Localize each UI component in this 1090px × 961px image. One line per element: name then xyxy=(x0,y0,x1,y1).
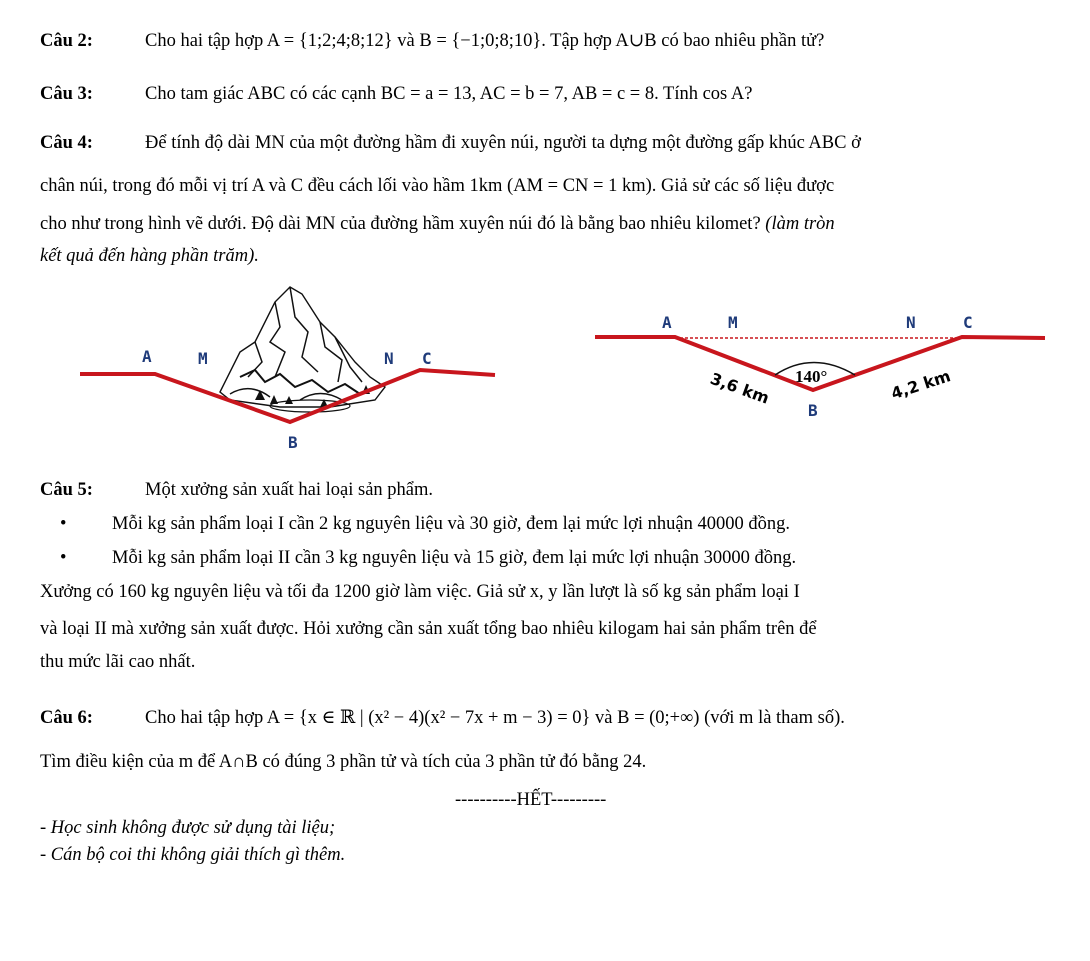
schematic-label-C: C xyxy=(963,313,973,332)
question-5-text: Một xưởng sản xuất hai loại sản phẩm. xyxy=(145,480,434,500)
label-N: N xyxy=(384,349,394,368)
question-5-label: Câu 5: xyxy=(40,480,93,500)
label-A: A xyxy=(142,347,152,366)
schematic-label-N: N xyxy=(906,313,916,332)
note-1: - Học sinh không được sử dụng tài liệu; xyxy=(40,818,336,838)
question-4-line-4: kết quả đến hàng phần trăm). xyxy=(40,246,259,266)
question-2-text: Cho hai tập hợp A = {1;2;4;8;12} và B = {−1;0;8;10}. Tập hợp A∪B có bao nhiêu phần tử? xyxy=(145,31,825,51)
length-AB-label: 3,6 km xyxy=(707,368,772,408)
question-4-note-start: (làm tròn xyxy=(765,214,835,234)
label-C: C xyxy=(422,349,432,368)
question-6-line-1 xyxy=(40,707,845,729)
mountain-tunnel-figure xyxy=(80,282,500,452)
question-5-line-3: thu mức lãi cao nhất. xyxy=(40,652,196,672)
question-4-line-1 xyxy=(40,133,861,154)
label-B: B xyxy=(288,433,298,452)
question-2-label: Câu 2: xyxy=(40,31,93,51)
bullet-icon xyxy=(60,548,112,569)
question-6-label: Câu 6: xyxy=(40,708,93,728)
question-4-line-2: chân núi, trong đó mỗi vị trí A và C đều cách lối vào hầm 1km (AM = CN = 1 km). Giả sử các số liệu được xyxy=(40,176,835,196)
label-M: M xyxy=(198,349,208,368)
question-3-text: Cho tam giác ABC có các cạnh BC = a = 13, AC = b = 7, AB = c = 8. Tính cos A? xyxy=(145,84,753,104)
length-BC-label: 4,2 km xyxy=(888,366,953,404)
question-5-line-1: Xưởng có 160 kg nguyên liệu và tối đa 1200 giờ làm việc. Giả sử x, y lần lượt là số kg sản phẩm loại I xyxy=(40,582,800,602)
question-5 xyxy=(40,480,433,501)
schematic-label-A: A xyxy=(662,313,672,332)
angle-label: 140° xyxy=(795,367,828,386)
question-3-label: Câu 3: xyxy=(40,84,93,104)
question-6-line-2: Tìm điều kiện của m để A∩B có đúng 3 phần tử và tích của 3 phần tử đó bằng 24. xyxy=(40,752,647,772)
end-marker: ----------HẾT--------- xyxy=(455,790,607,810)
question-5-bullet-2-text: Mỗi kg sản phẩm loại II cần 3 kg nguyên liệu và 15 giờ, đem lại mức lợi nhuận 30000 đồng. xyxy=(112,548,797,568)
schematic-figure xyxy=(590,300,1050,430)
question-5-bullet-1 xyxy=(60,514,790,535)
question-3 xyxy=(40,84,752,105)
question-6-text-1: Cho hai tập hợp A = {x ∈ ℝ | (x² − 4)(x² − 7x + m − 3) = 0} và B = (0;+∞) (với m là tham số). xyxy=(145,708,845,728)
question-5-line-2: và loại II mà xưởng sản xuất được. Hỏi xưởng cần sản xuất tổng bao nhiêu kilogam hai sản phẩm trên để xyxy=(40,619,817,639)
schematic-label-B: B xyxy=(808,401,818,420)
question-4-line-3 xyxy=(40,214,835,235)
question-5-bullet-2 xyxy=(60,548,796,569)
question-4-label: Câu 4: xyxy=(40,133,93,153)
question-4-text-3: cho như trong hình vẽ dưới. Độ dài MN của đường hầm xuyên núi đó là bằng bao nhiêu kilomet? xyxy=(40,214,761,234)
schematic-label-M: M xyxy=(728,313,738,332)
question-4-text-1: Để tính độ dài MN của một đường hầm đi xuyên núi, người ta dựng một đường gấp khúc ABC ở xyxy=(145,133,861,153)
question-2 xyxy=(40,30,824,52)
bullet-icon xyxy=(60,514,112,535)
question-5-bullet-1-text: Mỗi kg sản phẩm loại I cần 2 kg nguyên liệu và 30 giờ, đem lại mức lợi nhuận 40000 đồng. xyxy=(112,514,791,534)
note-2: - Cán bộ coi thi không giải thích gì thêm. xyxy=(40,845,346,865)
